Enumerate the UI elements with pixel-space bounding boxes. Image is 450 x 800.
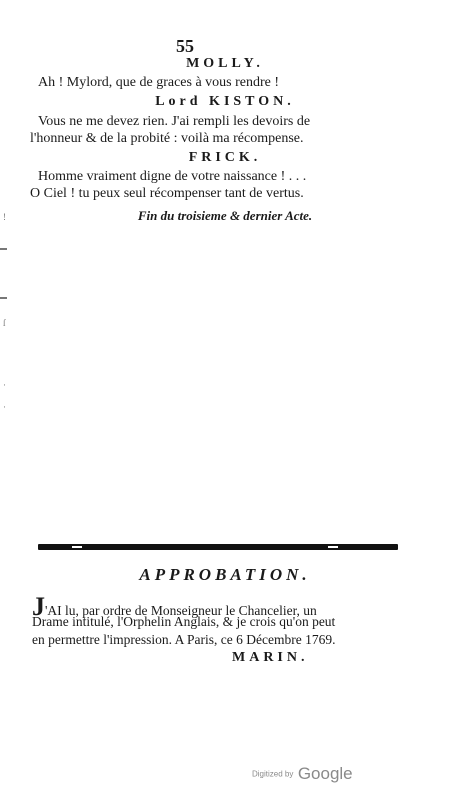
speech-line: Homme vraiment digne de votre naissance ! . . . — [38, 169, 307, 184]
approbation-line-2: Drame intitulé, l'Orphelin Anglais, & je crois qu'on peut — [32, 614, 336, 629]
page-number: 55 — [176, 36, 194, 56]
margin-mark: ſ — [3, 318, 6, 328]
margin-mark: ! — [3, 212, 6, 222]
speech-line: l'honneur & de la probité : voilà ma récompense. — [30, 131, 304, 146]
watermark-prefix: Digitized by — [252, 769, 294, 779]
speaker-kiston: Lord KISTON. — [155, 94, 295, 109]
margin-bar — [0, 248, 7, 250]
drop-cap: J — [32, 592, 45, 621]
ornamental-rule — [38, 544, 398, 550]
approbation-signature: MARIN. — [232, 650, 309, 665]
speaker-frick: FRICK. — [188, 150, 262, 165]
speech-line: Vous ne me devez rien. J'ai rempli les devoirs de — [38, 114, 311, 129]
speech-line: Ah ! Mylord, que de graces à vous rendre ! — [38, 75, 280, 90]
margin-bar — [0, 297, 7, 299]
google-logo: Google — [297, 764, 353, 783]
speech-line: O Ciel ! tu peux seul récompenser tant de vertus. — [30, 186, 304, 201]
digitized-watermark — [252, 764, 353, 784]
margin-mark: · — [3, 402, 6, 412]
speaker-molly: MOLLY. — [186, 56, 264, 71]
approbation-title: APPROBATION. — [139, 565, 311, 584]
approbation-line-3: en permettre l'impression. A Paris, ce 6 Décembre 1769. — [32, 632, 336, 647]
approbation-text: 'AI lu, par ordre de Monseigneur le Chancelier, un — [45, 603, 317, 618]
end-of-act: Fin du troisieme & dernier Acte. — [137, 208, 313, 223]
margin-mark: · — [3, 380, 6, 390]
